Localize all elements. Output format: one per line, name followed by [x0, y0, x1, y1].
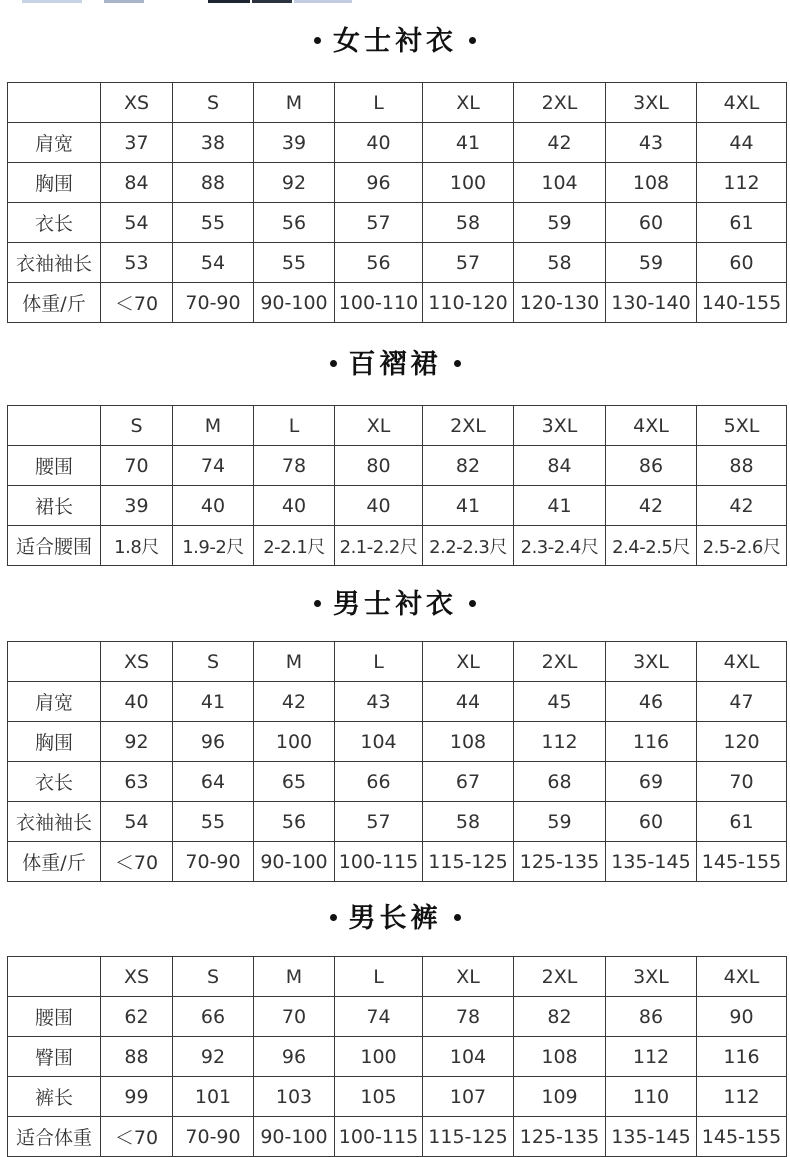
value-cell: 57	[423, 243, 514, 283]
value-cell: 61	[697, 802, 787, 842]
value-cell: 82	[514, 997, 606, 1037]
image-swatch	[208, 0, 250, 3]
value-cell: 92	[254, 163, 335, 203]
bullet-dot-icon	[330, 914, 337, 921]
size-header-row	[8, 406, 787, 446]
table-row	[8, 842, 787, 882]
value-cell: 53	[101, 243, 173, 283]
row-label-cell: 衣长	[8, 203, 101, 243]
table-row	[8, 163, 787, 203]
value-cell: 115-125	[423, 842, 514, 882]
value-cell: 41	[514, 486, 606, 526]
value-cell: 100-115	[335, 842, 423, 882]
size-header-cell: XL	[423, 957, 514, 997]
value-cell: 2-2.1尺	[254, 526, 335, 566]
value-cell: 40	[173, 486, 254, 526]
size-header-cell: 4XL	[697, 957, 787, 997]
value-cell: 39	[254, 123, 335, 163]
value-cell: 54	[101, 203, 173, 243]
size-header-cell: 3XL	[606, 83, 697, 123]
value-cell: 110-120	[423, 283, 514, 323]
value-cell: 84	[101, 163, 173, 203]
value-cell: 58	[423, 203, 514, 243]
table-row	[8, 203, 787, 243]
value-cell: 59	[514, 203, 606, 243]
value-cell: ＜70	[101, 283, 173, 323]
value-cell: 45	[514, 682, 606, 722]
size-header-cell: XS	[101, 83, 173, 123]
value-cell: 84	[514, 446, 606, 486]
value-cell: 55	[173, 203, 254, 243]
value-cell: 74	[173, 446, 254, 486]
section-title-womens-shirt	[0, 25, 790, 59]
value-cell: 135-145	[606, 842, 697, 882]
value-cell: 47	[697, 682, 787, 722]
value-cell: 104	[423, 1037, 514, 1077]
value-cell: 1.8尺	[101, 526, 173, 566]
value-cell: 116	[606, 722, 697, 762]
value-cell: 100	[423, 163, 514, 203]
value-cell: 120-130	[514, 283, 606, 323]
row-label-cell: 适合腰围	[8, 526, 101, 566]
value-cell: 96	[254, 1037, 335, 1077]
value-cell: 42	[606, 486, 697, 526]
value-cell: 90-100	[254, 1117, 335, 1157]
value-cell: 41	[423, 123, 514, 163]
size-header-cell: 3XL	[514, 406, 606, 446]
row-label-cell: 裙长	[8, 486, 101, 526]
value-cell: 40	[254, 486, 335, 526]
row-label-cell: 裤长	[8, 1077, 101, 1117]
value-cell: 2.5-2.6尺	[697, 526, 787, 566]
value-cell: 125-135	[514, 1117, 606, 1157]
value-cell: 103	[254, 1077, 335, 1117]
value-cell: 70	[101, 446, 173, 486]
table-row	[8, 446, 787, 486]
value-cell: 96	[335, 163, 423, 203]
value-cell: 40	[101, 682, 173, 722]
value-cell: 99	[101, 1077, 173, 1117]
value-cell: 2.4-2.5尺	[606, 526, 697, 566]
value-cell: 125-135	[514, 842, 606, 882]
size-header-cell: XS	[101, 957, 173, 997]
size-header-cell: L	[254, 406, 335, 446]
value-cell: 82	[423, 446, 514, 486]
bullet-dot-icon	[454, 914, 461, 921]
value-cell: 86	[606, 997, 697, 1037]
value-cell: 55	[173, 802, 254, 842]
value-cell: 46	[606, 682, 697, 722]
row-label-cell: 胸围	[8, 722, 101, 762]
row-label-cell: 肩宽	[8, 123, 101, 163]
size-header-cell: 2XL	[514, 83, 606, 123]
value-cell: 108	[423, 722, 514, 762]
value-cell: 70-90	[173, 283, 254, 323]
section-title-text: 女士衬衣	[333, 26, 457, 57]
section-title-mens-trousers	[0, 902, 790, 936]
size-header-cell: XL	[423, 83, 514, 123]
size-header-cell: XL	[423, 642, 514, 682]
size-header-cell: 4XL	[697, 642, 787, 682]
table-row	[8, 1117, 787, 1157]
value-cell: 55	[254, 243, 335, 283]
value-cell: 108	[606, 163, 697, 203]
value-cell: 2.3-2.4尺	[514, 526, 606, 566]
table-row	[8, 526, 787, 566]
size-header-cell: L	[335, 642, 423, 682]
size-header-cell: S	[173, 642, 254, 682]
value-cell: 40	[335, 123, 423, 163]
value-cell: 42	[254, 682, 335, 722]
table-row	[8, 123, 787, 163]
size-header-cell: 2XL	[423, 406, 514, 446]
table-row	[8, 802, 787, 842]
value-cell: 92	[101, 722, 173, 762]
value-cell: 40	[335, 486, 423, 526]
value-cell: 109	[514, 1077, 606, 1117]
corner-cell	[8, 957, 101, 997]
value-cell: 63	[101, 762, 173, 802]
value-cell: 86	[606, 446, 697, 486]
size-header-cell: L	[335, 83, 423, 123]
size-header-cell: L	[335, 957, 423, 997]
size-header-row	[8, 83, 787, 123]
value-cell: 112	[697, 163, 787, 203]
size-table-mens-trousers	[7, 956, 787, 1157]
row-label-cell: 衣长	[8, 762, 101, 802]
size-header-cell: M	[173, 406, 254, 446]
value-cell: 41	[173, 682, 254, 722]
value-cell: 58	[514, 243, 606, 283]
value-cell: 104	[335, 722, 423, 762]
value-cell: 70	[697, 762, 787, 802]
value-cell: 104	[514, 163, 606, 203]
value-cell: 61	[697, 203, 787, 243]
row-label-cell: 体重/斤	[8, 283, 101, 323]
value-cell: 60	[606, 203, 697, 243]
section-title-pleated-skirt	[0, 348, 790, 382]
bullet-dot-icon	[314, 600, 321, 607]
section-title-text: 百褶裙	[348, 349, 442, 380]
size-header-cell: S	[173, 957, 254, 997]
value-cell: 38	[173, 123, 254, 163]
table-row	[8, 243, 787, 283]
corner-cell	[8, 406, 101, 446]
value-cell: 2.2-2.3尺	[423, 526, 514, 566]
value-cell: 145-155	[697, 842, 787, 882]
section-title-text: 男士衬衣	[333, 589, 457, 620]
corner-cell	[8, 642, 101, 682]
value-cell: 68	[514, 762, 606, 802]
value-cell: 100	[254, 722, 335, 762]
table-row	[8, 682, 787, 722]
value-cell: 116	[697, 1037, 787, 1077]
value-cell: 135-145	[606, 1117, 697, 1157]
size-header-cell: M	[254, 957, 335, 997]
value-cell: 80	[335, 446, 423, 486]
size-table-pleated-skirt	[7, 405, 787, 566]
table-row	[8, 762, 787, 802]
value-cell: 39	[101, 486, 173, 526]
value-cell: 112	[697, 1077, 787, 1117]
value-cell: 54	[173, 243, 254, 283]
value-cell: 101	[173, 1077, 254, 1117]
value-cell: 58	[423, 802, 514, 842]
value-cell: 42	[514, 123, 606, 163]
image-swatch	[22, 0, 82, 3]
size-header-cell: S	[101, 406, 173, 446]
bullet-dot-icon	[314, 37, 321, 44]
value-cell: 64	[173, 762, 254, 802]
table-row	[8, 1077, 787, 1117]
size-header-cell: M	[254, 642, 335, 682]
value-cell: 56	[254, 802, 335, 842]
size-table-womens-shirt	[7, 82, 787, 323]
value-cell: 2.1-2.2尺	[335, 526, 423, 566]
size-header-cell: M	[254, 83, 335, 123]
value-cell: 66	[335, 762, 423, 802]
size-header-cell: 5XL	[697, 406, 787, 446]
row-label-cell: 臀围	[8, 1037, 101, 1077]
row-label-cell: 肩宽	[8, 682, 101, 722]
size-header-row	[8, 957, 787, 997]
value-cell: 74	[335, 997, 423, 1037]
value-cell: 90-100	[254, 842, 335, 882]
table-row	[8, 283, 787, 323]
value-cell: 43	[335, 682, 423, 722]
size-header-cell: S	[173, 83, 254, 123]
table-row	[8, 722, 787, 762]
value-cell: 145-155	[697, 1117, 787, 1157]
value-cell: 88	[173, 163, 254, 203]
value-cell: ＜70	[101, 1117, 173, 1157]
value-cell: 44	[423, 682, 514, 722]
value-cell: 69	[606, 762, 697, 802]
size-header-cell: XL	[335, 406, 423, 446]
value-cell: 100	[335, 1037, 423, 1077]
image-swatch	[104, 0, 144, 3]
value-cell: 57	[335, 802, 423, 842]
value-cell: 112	[514, 722, 606, 762]
top-image-strip	[0, 0, 790, 3]
size-header-cell: 4XL	[697, 83, 787, 123]
size-header-cell: 2XL	[514, 642, 606, 682]
row-label-cell: 胸围	[8, 163, 101, 203]
section-title-text: 男长裤	[348, 903, 442, 934]
row-label-cell: 体重/斤	[8, 842, 101, 882]
size-table-mens-shirt	[7, 641, 787, 882]
value-cell: 70-90	[173, 842, 254, 882]
row-label-cell: 腰围	[8, 997, 101, 1037]
image-swatch	[294, 0, 352, 3]
value-cell: 56	[335, 243, 423, 283]
value-cell: 96	[173, 722, 254, 762]
value-cell: 107	[423, 1077, 514, 1117]
value-cell: 57	[335, 203, 423, 243]
value-cell: 112	[606, 1037, 697, 1077]
value-cell: 65	[254, 762, 335, 802]
row-label-cell: 衣袖袖长	[8, 243, 101, 283]
value-cell: 60	[606, 802, 697, 842]
value-cell: 43	[606, 123, 697, 163]
value-cell: 88	[101, 1037, 173, 1077]
value-cell: 59	[514, 802, 606, 842]
value-cell: 56	[254, 203, 335, 243]
value-cell: 1.9-2尺	[173, 526, 254, 566]
value-cell: 100-115	[335, 1117, 423, 1157]
value-cell: 78	[423, 997, 514, 1037]
row-label-cell: 适合体重	[8, 1117, 101, 1157]
table-row	[8, 486, 787, 526]
bullet-dot-icon	[330, 360, 337, 367]
value-cell: 130-140	[606, 283, 697, 323]
bullet-dot-icon	[469, 37, 476, 44]
section-title-mens-shirt	[0, 588, 790, 622]
value-cell: 62	[101, 997, 173, 1037]
value-cell: 100-110	[335, 283, 423, 323]
size-header-cell: XS	[101, 642, 173, 682]
value-cell: 115-125	[423, 1117, 514, 1157]
bullet-dot-icon	[469, 600, 476, 607]
value-cell: 90	[697, 997, 787, 1037]
value-cell: 54	[101, 802, 173, 842]
size-header-cell: 4XL	[606, 406, 697, 446]
value-cell: 42	[697, 486, 787, 526]
value-cell: 105	[335, 1077, 423, 1117]
value-cell: 70-90	[173, 1117, 254, 1157]
value-cell: 44	[697, 123, 787, 163]
row-label-cell: 衣袖袖长	[8, 802, 101, 842]
size-header-cell: 3XL	[606, 642, 697, 682]
table-row	[8, 997, 787, 1037]
size-header-cell: 2XL	[514, 957, 606, 997]
value-cell: 88	[697, 446, 787, 486]
table-row	[8, 1037, 787, 1077]
bullet-dot-icon	[454, 360, 461, 367]
value-cell: 78	[254, 446, 335, 486]
value-cell: 92	[173, 1037, 254, 1077]
value-cell: 120	[697, 722, 787, 762]
value-cell: ＜70	[101, 842, 173, 882]
value-cell: 108	[514, 1037, 606, 1077]
row-label-cell: 腰围	[8, 446, 101, 486]
value-cell: 41	[423, 486, 514, 526]
value-cell: 140-155	[697, 283, 787, 323]
corner-cell	[8, 83, 101, 123]
value-cell: 90-100	[254, 283, 335, 323]
image-swatch	[252, 0, 292, 3]
value-cell: 37	[101, 123, 173, 163]
size-header-cell: 3XL	[606, 957, 697, 997]
value-cell: 70	[254, 997, 335, 1037]
value-cell: 67	[423, 762, 514, 802]
value-cell: 60	[697, 243, 787, 283]
value-cell: 66	[173, 997, 254, 1037]
size-header-row	[8, 642, 787, 682]
value-cell: 110	[606, 1077, 697, 1117]
value-cell: 59	[606, 243, 697, 283]
